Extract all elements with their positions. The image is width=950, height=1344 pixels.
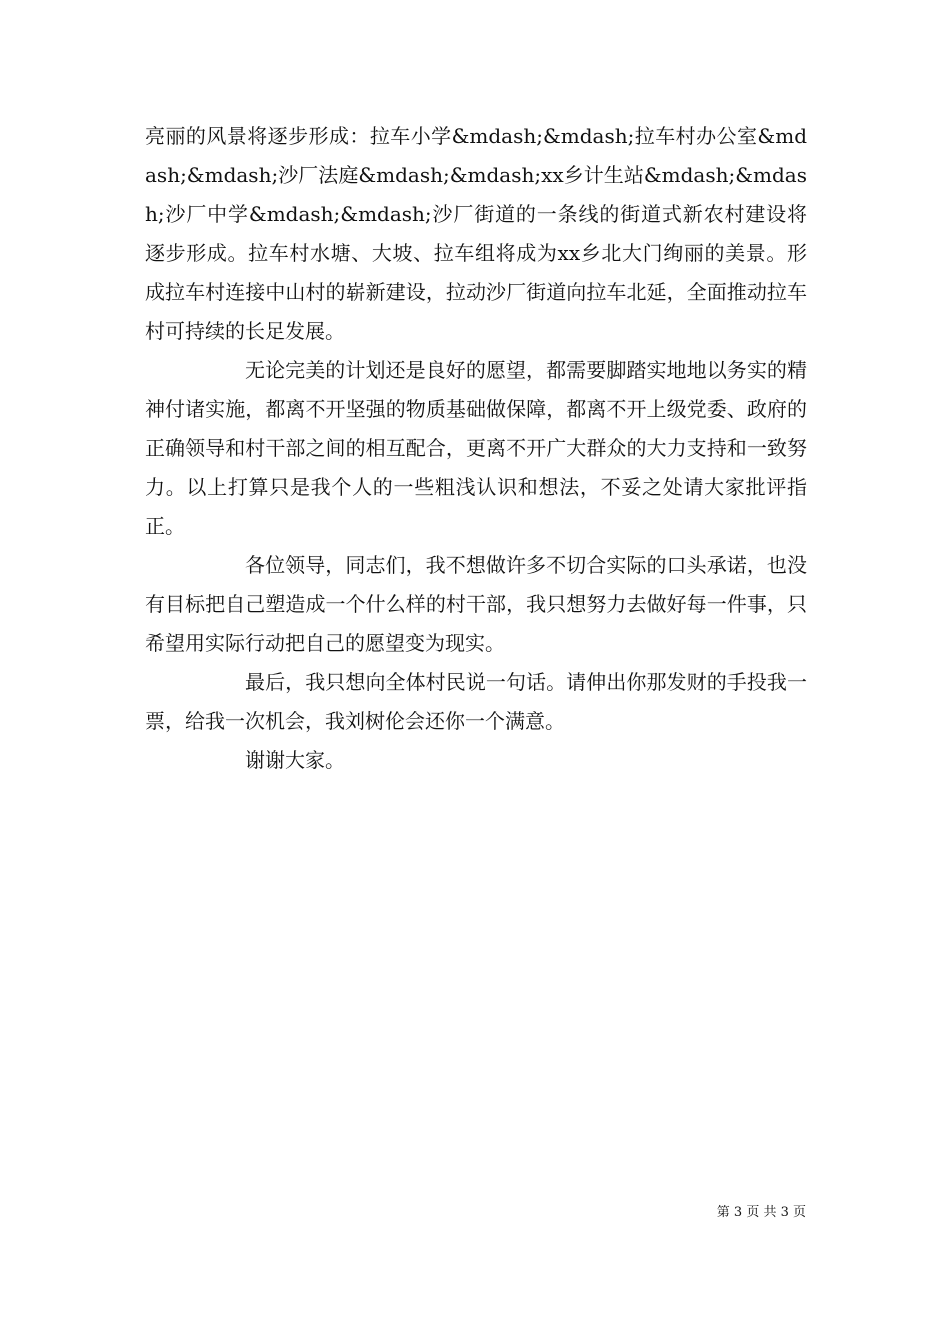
document-body: [145, 117, 807, 780]
paragraph-closing-appeal: 最后，我只想向全体村民说一句话。请伸出你那发财的手投我一票，给我一次机会，我刘树伦会还你一个满意。: [145, 670, 807, 733]
paragraph-continuation: 亮丽的风景将逐步形成：拉车小学&mdash;&mdash;拉车村办公室&mdash;&mdash;沙厂法庭&mdash;&mdash;xx乡计生站&mdash;&mdash;沙厂中学&mdash;&mdash;沙厂街道的一条线的街道式新农村建设将逐步形成。拉车村水塘、大坡、拉车组将成为xx乡北大门绚丽的美景。形成拉车村连接中山村的崭新建设，拉动沙厂街道向拉车北延，全面推动拉车村可持续的长足发展。: [145, 124, 807, 343]
page-number-footer: 第 3 页 共 3 页: [716, 1205, 806, 1220]
paragraph-thanks: 谢谢大家。: [245, 748, 345, 772]
paragraph-plan-implementation: 无论完美的计划还是良好的愿望，都需要脚踏实地地以务实的精神付诸实施，都离不开坚强的物质基础做保障，都离不开上级党委、政府的正确领导和村干部之间的相互配合，更离不开广大群众的大力支持和一致努力。以上打算只是我个人的一些粗浅认识和想法，不妥之处请大家批评指正。: [145, 358, 807, 538]
paragraph-address-leaders: 各位领导，同志们，我不想做许多不切合实际的口头承诺，也没有目标把自己塑造成一个什么样的村干部，我只想努力去做好每一件事，只希望用实际行动把自己的愿望变为现实。: [145, 553, 807, 655]
